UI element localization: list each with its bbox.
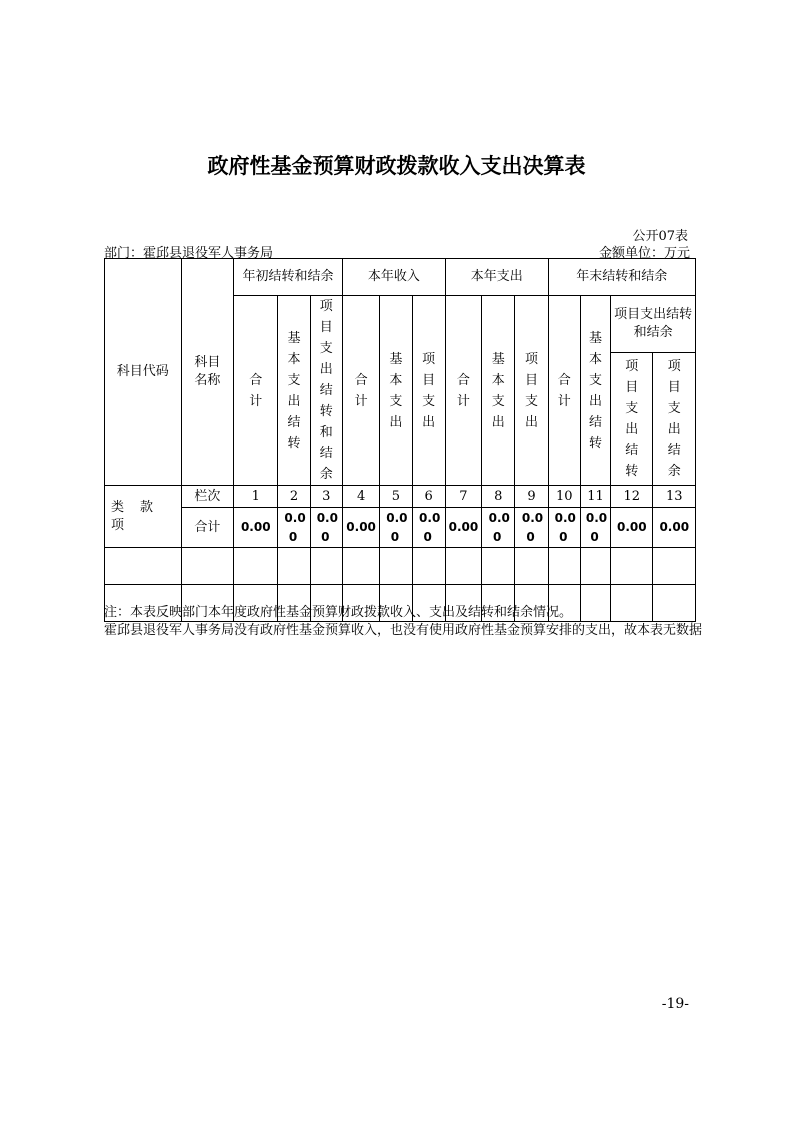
year-income-header: 本年收入 xyxy=(342,259,445,296)
end-balance-header: 年末结转和结余 xyxy=(548,259,695,296)
department-label: 部门：霍邱县退役军人事务局 xyxy=(104,246,274,261)
unit-label: 金额单位：万元 xyxy=(598,246,690,261)
total-value-cell: 0.00 xyxy=(234,508,278,548)
note-line-1: 注：本表反映部门本年度政府性基金预算财政拨款收入、支出及结转和结余情况。 xyxy=(104,605,573,620)
column-number: 13 xyxy=(653,486,696,508)
lei-kuan-xiang-cell: 类 款项 xyxy=(105,486,182,548)
column-number: 5 xyxy=(380,486,412,508)
total-value-cell: 0.00 xyxy=(445,508,481,548)
total-value-cell: 0.00 xyxy=(412,508,445,548)
total-value-cell: 0.00 xyxy=(380,508,412,548)
end-project-balance-header: 项目支出结余 xyxy=(653,353,696,486)
table-number: 公开07表 xyxy=(632,229,688,244)
page-number: -19- xyxy=(661,996,689,1012)
expense-basic-header: 基本支出 xyxy=(482,296,515,486)
total-value-cell: 0.00 xyxy=(342,508,379,548)
table-row xyxy=(105,548,696,585)
total-value-cell: 0.00 xyxy=(653,508,696,548)
total-value-cell: 0.00 xyxy=(310,508,342,548)
end-project-header: 项目支出结转和结余 xyxy=(611,296,696,353)
note-line-2: 霍邱县退役军人事务局没有政府性基金预算收入，也没有使用政府性基金预算安排的支出，故本表无数据 xyxy=(104,623,703,638)
subject-name-header: 科目名称 xyxy=(181,259,233,486)
year-expense-header: 本年支出 xyxy=(445,259,548,296)
end-total-header: 合计 xyxy=(548,296,580,486)
column-number: 6 xyxy=(412,486,445,508)
table-note xyxy=(104,604,704,640)
column-number: 2 xyxy=(278,486,310,508)
column-number: 11 xyxy=(580,486,610,508)
expense-project-header: 项目支出 xyxy=(515,296,548,486)
income-basic-header: 基本支出 xyxy=(380,296,412,486)
total-value-cell: 0.00 xyxy=(278,508,310,548)
end-project-carry-header: 项目支出结转 xyxy=(611,353,653,486)
total-value-cell: 0.00 xyxy=(580,508,610,548)
total-value-cell: 0.00 xyxy=(611,508,653,548)
total-value-cell: 0.00 xyxy=(515,508,548,548)
begin-project-header: 项目支出结转和结余 xyxy=(310,296,342,486)
column-number: 7 xyxy=(445,486,481,508)
column-number: 12 xyxy=(611,486,653,508)
lanci-label: 栏次 xyxy=(181,486,233,508)
subject-code-header: 科目代码 xyxy=(105,259,182,486)
column-number: 9 xyxy=(515,486,548,508)
total-value-cell: 0.00 xyxy=(482,508,515,548)
fund-table xyxy=(104,258,696,622)
income-project-header: 项目支出 xyxy=(412,296,445,486)
end-basic-carry-header: 基本支出结转 xyxy=(580,296,610,486)
column-number: 8 xyxy=(482,486,515,508)
column-number: 1 xyxy=(234,486,278,508)
begin-basic-carry-header: 基本支出结转 xyxy=(278,296,310,486)
begin-total-header: 合计 xyxy=(234,296,278,486)
begin-balance-header: 年初结转和结余 xyxy=(234,259,343,296)
income-total-header: 合计 xyxy=(342,296,379,486)
page-title: 政府性基金预算财政拨款收入支出决算表 xyxy=(207,154,586,178)
column-number: 4 xyxy=(342,486,379,508)
column-number: 10 xyxy=(548,486,580,508)
expense-total-header: 合计 xyxy=(445,296,481,486)
total-value-cell: 0.00 xyxy=(548,508,580,548)
column-number: 3 xyxy=(310,486,342,508)
sum-row-label: 合计 xyxy=(181,508,233,548)
